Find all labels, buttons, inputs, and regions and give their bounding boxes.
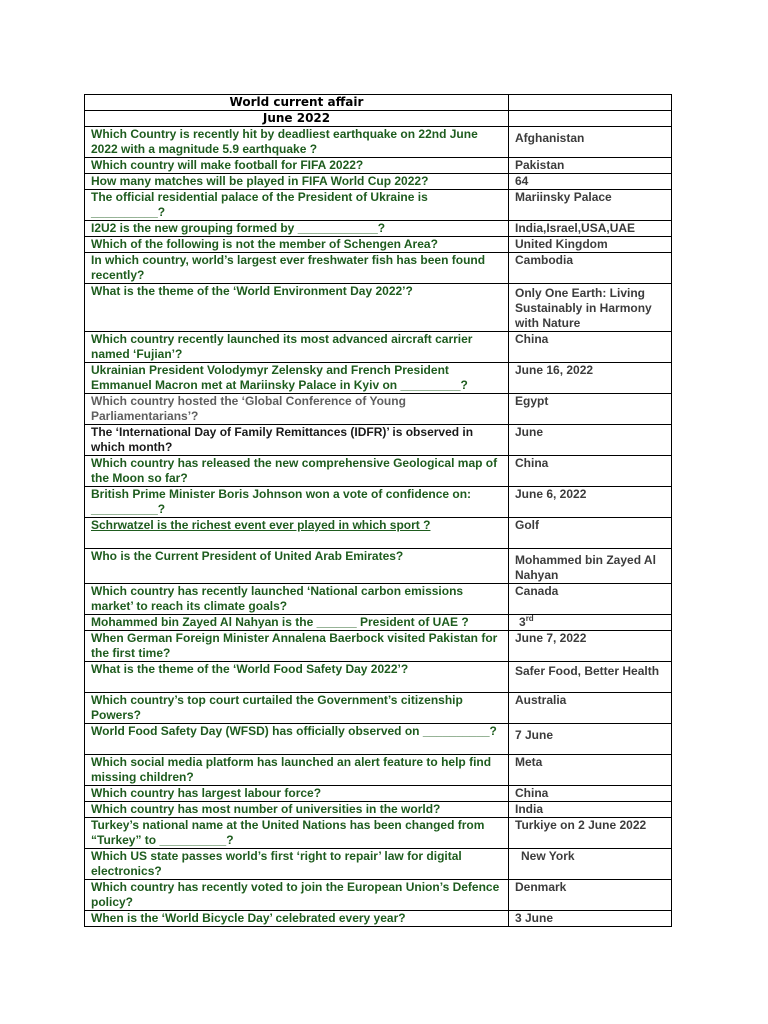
table-row [85, 174, 672, 190]
table-row [85, 487, 672, 518]
question-cell: Ukrainian President Volodymyr Zelensky and French President Emmanuel Macron met at Mariinsky Palace in Kyiv on _________? [85, 363, 509, 394]
table-row [85, 518, 672, 549]
question-cell: World Food Safety Day (WFSD) has officially observed on __________? [85, 724, 509, 755]
answer-cell: India [509, 802, 672, 818]
question-cell: Which country has released the new comprehensive Geological map of the Moon so far? [85, 456, 509, 487]
question-cell [85, 518, 509, 549]
question-cell: Which country’s top court curtailed the Government’s citizenship Powers? [85, 693, 509, 724]
subtitle-row [85, 111, 672, 127]
ordinal-suffix: rd [525, 614, 534, 623]
answer-cell: United Kingdom [509, 237, 672, 253]
question-cell: Which country has recently voted to join the European Union’s Defence policy? [85, 880, 509, 911]
title-row [85, 95, 672, 111]
answer-cell: Mariinsky Palace [509, 190, 672, 221]
table-row [85, 880, 672, 911]
table-row [85, 549, 672, 584]
table-row [85, 190, 672, 221]
table-row [85, 786, 672, 802]
question-cell: Which of the following is not the member of Schengen Area? [85, 237, 509, 253]
answer-cell: New York [509, 849, 672, 880]
question-cell: Who is the Current President of United Arab Emirates? [85, 549, 509, 584]
table-row [85, 394, 672, 425]
question-cell: Which Country is recently hit by deadliest earthquake on 22nd June 2022 with a magnitude 5.9 earthquake ? [85, 127, 509, 158]
table-row [85, 332, 672, 363]
current-affairs-table [84, 94, 672, 927]
table-subtitle: June 2022 [85, 111, 509, 127]
question-cell: The official residential palace of the President of Ukraine is __________? [85, 190, 509, 221]
answer-cell: Golf [509, 518, 672, 549]
subtitle-blank-cell [509, 111, 672, 127]
question-cell: Which country hosted the ‘Global Conference of Young Parliamentarians’? [85, 394, 509, 425]
table-row [85, 802, 672, 818]
table-row [85, 849, 672, 880]
table-row [85, 363, 672, 394]
answer-cell: China [509, 332, 672, 363]
answer-cell: India,Israel,USA,UAE [509, 221, 672, 237]
answer-cell [509, 615, 672, 631]
table-row [85, 724, 672, 755]
question-cell: Which country has most number of universities in the world? [85, 802, 509, 818]
question-cell: In which country, world’s largest ever freshwater fish has been found recently? [85, 253, 509, 284]
question-cell: Which country recently launched its most advanced aircraft carrier named ‘Fujian’? [85, 332, 509, 363]
question-cell: Mohammed bin Zayed Al Nahyan is the ______ President of UAE ? [85, 615, 509, 631]
table-row [85, 425, 672, 456]
question-cell: What is the theme of the ‘World Food Safety Day 2022’? [85, 662, 509, 693]
question-cell: Which country will make football for FIFA 2022? [85, 158, 509, 174]
table-row [85, 818, 672, 849]
table-row [85, 253, 672, 284]
answer-cell: 7 June [509, 724, 672, 755]
answer-cell: Egypt [509, 394, 672, 425]
table-title: World current affair [85, 95, 509, 111]
table-row [85, 615, 672, 631]
answer-cell: Pakistan [509, 158, 672, 174]
answer-cell: Canada [509, 584, 672, 615]
question-cell: When is the ‘World Bicycle Day’ celebrated every year? [85, 911, 509, 927]
question-cell: What is the theme of the ‘World Environment Day 2022’? [85, 284, 509, 332]
question-cell: When German Foreign Minister Annalena Baerbock visited Pakistan for the first time? [85, 631, 509, 662]
answer-cell: 64 [509, 174, 672, 190]
answer-cell: June 6, 2022 [509, 487, 672, 518]
title-blank-cell [509, 95, 672, 111]
table-row [85, 584, 672, 615]
answer-cell: Turkiye on 2 June 2022 [509, 818, 672, 849]
table-row [85, 631, 672, 662]
answer-cell: Meta [509, 755, 672, 786]
underlined-question: Schrwatzel is the richest event ever played in which sport ? [91, 518, 431, 532]
answer-cell: Cambodia [509, 253, 672, 284]
question-cell: Which US state passes world’s first ‘right to repair’ law for digital electronics? [85, 849, 509, 880]
answer-cell: Only One Earth: Living Sustainably in Harmony with Nature [509, 284, 672, 332]
question-cell: How many matches will be played in FIFA World Cup 2022? [85, 174, 509, 190]
answer-cell: Australia [509, 693, 672, 724]
table-row [85, 158, 672, 174]
question-cell: Which social media platform has launched an alert feature to help find missing children? [85, 755, 509, 786]
question-cell: I2U2 is the new grouping formed by ____________? [85, 221, 509, 237]
table-row [85, 456, 672, 487]
table-row [85, 755, 672, 786]
answer-cell: China [509, 786, 672, 802]
answer-cell: 3 June [509, 911, 672, 927]
answer-cell: Safer Food, Better Health [509, 662, 672, 693]
table-row [85, 221, 672, 237]
table-row [85, 284, 672, 332]
table-row [85, 127, 672, 158]
table-row [85, 693, 672, 724]
question-cell: Which country has recently launched ‘National carbon emissions market’ to reach its climate goals? [85, 584, 509, 615]
answer-cell: June 16, 2022 [509, 363, 672, 394]
answer-cell: June 7, 2022 [509, 631, 672, 662]
question-cell: Turkey’s national name at the United Nations has been changed from “Turkey” to __________? [85, 818, 509, 849]
answer-cell: China [509, 456, 672, 487]
table-row [85, 911, 672, 927]
answer-value: 3 [519, 615, 526, 629]
answer-cell: Afghanistan [509, 127, 672, 158]
question-cell: British Prime Minister Boris Johnson won a vote of confidence on: __________? [85, 487, 509, 518]
table-row [85, 237, 672, 253]
answer-cell: June [509, 425, 672, 456]
answer-cell: Mohammed bin Zayed Al Nahyan [509, 549, 672, 584]
question-cell: The ‘International Day of Family Remittances (IDFR)’ is observed in which month? [85, 425, 509, 456]
question-cell: Which country has largest labour force? [85, 786, 509, 802]
table-row [85, 662, 672, 693]
answer-cell: Denmark [509, 880, 672, 911]
